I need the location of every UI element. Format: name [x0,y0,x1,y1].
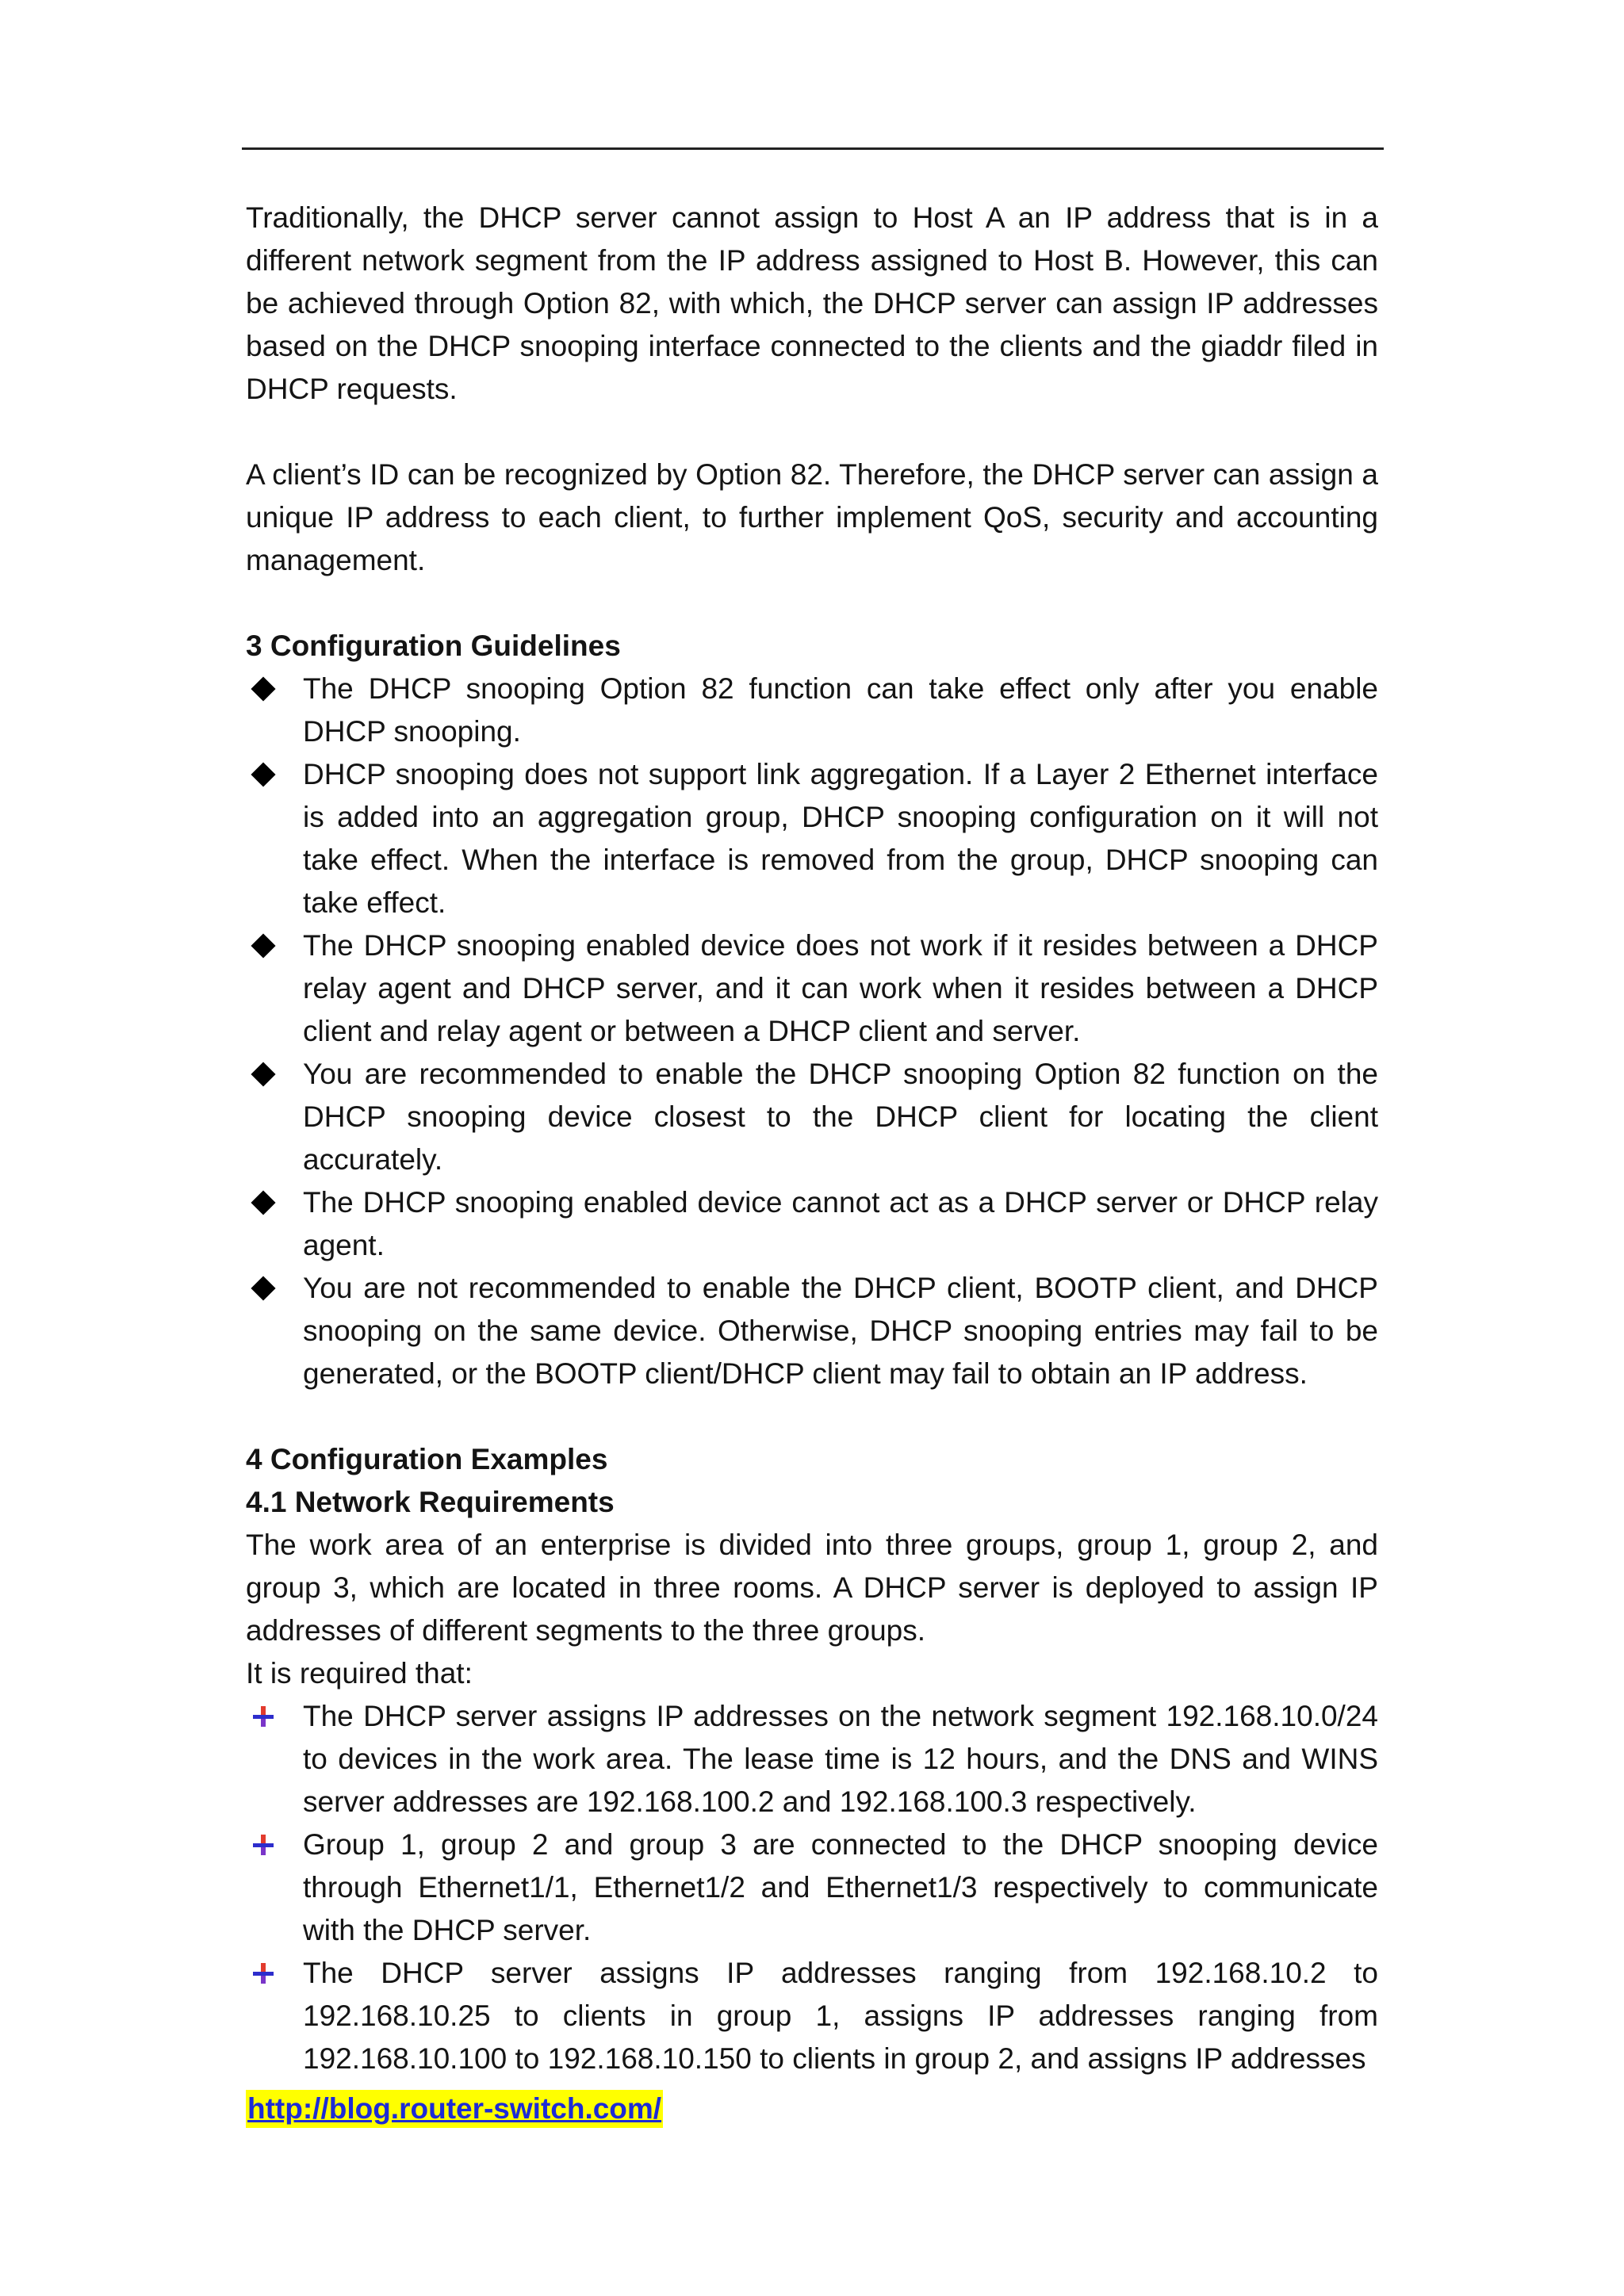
list-item: The DHCP server assigns IP addresses ranging from 192.168.10.2 to 192.168.10.25 to clients in group 1, assigns IP addresses ranging from 192.168.10.100 to 192.168.10.150 to clients in group 2, and assigns IP addresses [246,1952,1378,2080]
list-item: The DHCP snooping enabled device does not work if it resides between a DHCP relay agent and DHCP server, and it can work when it resides between a DHCP client and relay agent or between a DHCP client and server. [246,924,1378,1053]
list-item: The DHCP snooping Option 82 function can take effect only after you enable DHCP snooping. [246,668,1378,753]
diamond-bullet-icon [247,924,279,967]
section-4-heading: 4 Configuration Examples [246,1443,608,1475]
list-item: The DHCP server assigns IP addresses on the network segment 192.168.10.0/24 to devices in the work area. The lease time is 12 hours, and the DNS and WINS server addresses are 192.168.100.2 and 192.168.100.3 respectively. [246,1695,1378,1823]
document-body [246,197,1378,2080]
requirements-list [246,1695,1378,2080]
section-4-1-heading: 4.1 Network Requirements [246,1486,615,1518]
diamond-bullet-icon [247,1053,279,1096]
list-item: You are not recommended to enable the DHCP client, BOOTP client, and DHCP snooping on the same device. Otherwise, DHCP snooping entries may fail to be generated, or the BOOTP client/DHCP client may fail to obtain an IP address. [246,1267,1378,1395]
diamond-bullet-icon [247,1181,279,1224]
cross-bullet-icon [247,1823,279,1866]
diamond-bullet-icon [247,668,279,710]
list-item: Group 1, group 2 and group 3 are connected to the DHCP snooping device through Ethernet1/1, Ethernet1/2 and Ethernet1/3 respectively to communicate with the DHCP server. [246,1823,1378,1952]
list-item: The DHCP snooping enabled device cannot act as a DHCP server or DHCP relay agent. [246,1181,1378,1267]
intro-paragraph-2: A client’s ID can be recognized by Option 82. Therefore, the DHCP server can assign a unique IP address to each client, to further implement QoS, security and accounting management. [246,458,1378,576]
list-item: DHCP snooping does not support link aggregation. If a Layer 2 Ethernet interface is added into an aggregation group, DHCP snooping configuration on it will not take effect. When the interface is removed from the group, DHCP snooping can take effect. [246,753,1378,924]
list-item: You are recommended to enable the DHCP snooping Option 82 function on the DHCP snooping device closest to the DHCP client for locating the client accurately. [246,1053,1378,1181]
footer-blog-link[interactable]: http://blog.router-switch.com/ [246,2090,663,2128]
diamond-bullet-icon [247,753,279,796]
requirements-lead: It is required that: [246,1657,473,1689]
requirements-paragraph: The work area of an enterprise is divided into three groups, group 1, group 2, and group 3, which are located in three rooms. A DHCP server is deployed to assign IP addresses of different segments to the three groups. [246,1529,1378,1647]
cross-bullet-icon [247,1695,279,1738]
diamond-bullet-icon [247,1267,279,1310]
cross-bullet-icon [247,1952,279,1995]
guidelines-list [246,668,1378,1395]
section-3-heading: 3 Configuration Guidelines [246,629,621,662]
header-rule [242,147,1384,150]
intro-paragraph-1: Traditionally, the DHCP server cannot assign to Host A an IP address that is in a different network segment from the IP address assigned to Host B. However, this can be achieved through Option 82, with which, the DHCP server can assign IP addresses based on the DHCP snooping interface connected to the clients and the giaddr filed in DHCP requests. [246,201,1378,405]
